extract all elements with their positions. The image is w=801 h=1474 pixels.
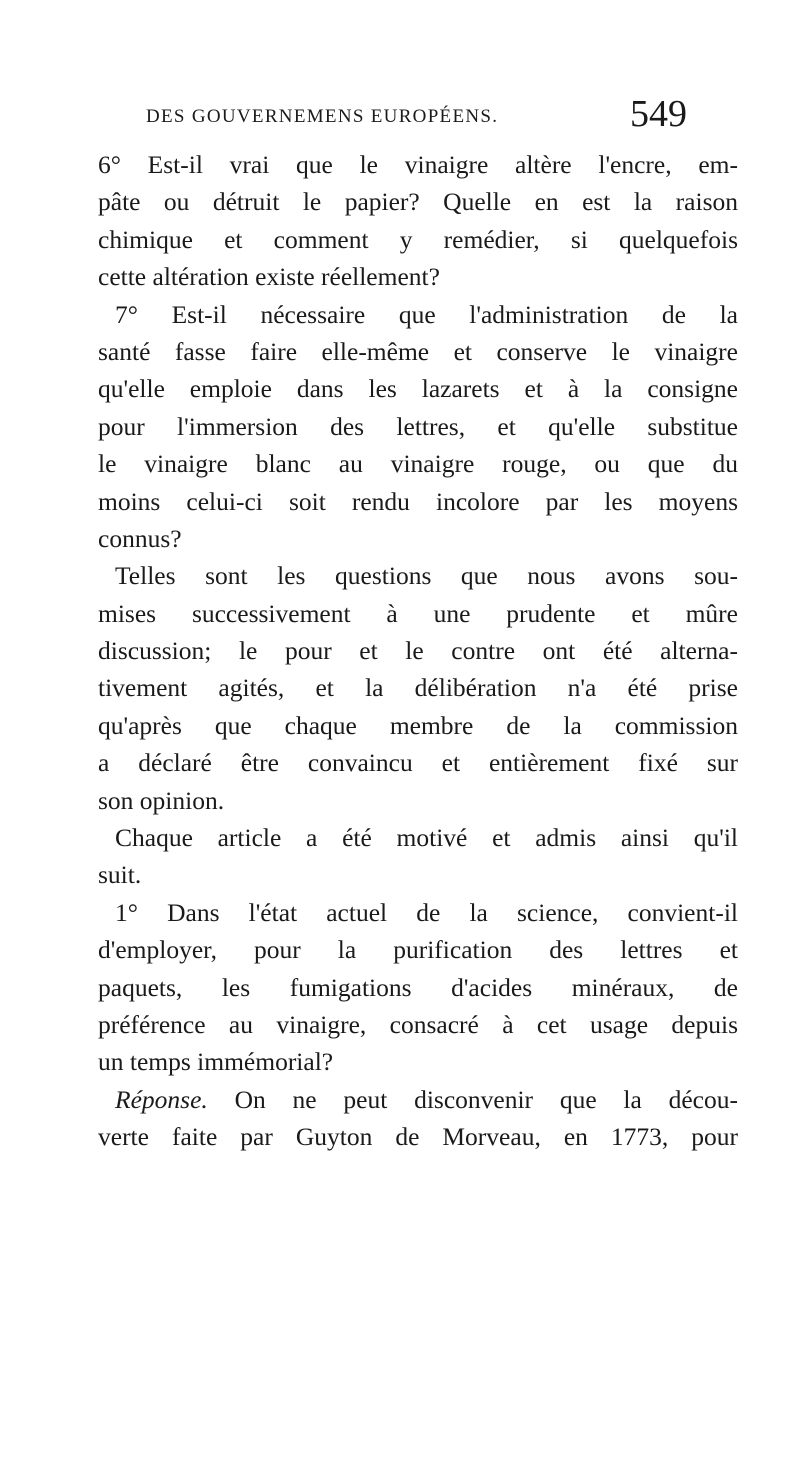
text-line: verte faite par Guyton de Morveau, en 1773, pour [98,1122,738,1152]
text-line: 6° Est-il vrai que le vinaigre altère l'encre, em- [98,150,738,179]
text-line: d'employer, pour la purification des lettres et [98,935,738,965]
running-head [0,93,801,140]
text-line: mises successivement à une prudente et mûre [98,598,738,628]
text-line: son opinion. [98,785,225,815]
running-title: DES GOUVERNEMENS EUROPÉENS. [146,106,499,127]
text-line: le vinaigre blanc au vinaigre rouge, ou que du [98,449,738,479]
text-line: Chaque article a été motivé et admis ainsi qu'il [115,823,738,853]
response-label: Réponse. [115,1084,208,1114]
body-text [98,146,738,1156]
text-line: un temps immémorial? [98,1047,334,1077]
text-line: moins celui-ci soit rendu incolore par les moyens [98,486,738,516]
text-line: qu'elle emploie dans les lazarets et à la consigne [98,374,738,404]
text-line: 1° Dans l'état actuel de la science, convient-il [115,897,738,927]
text-line: cette altération existe réellement? [98,262,440,292]
response-line [98,1081,738,1118]
text-line: 7° Est-il nécessaire que l'administration de la [115,299,738,329]
text-line: chimique et comment y remédier, si quelquefois [98,224,738,254]
text-line: Telles sont les questions que nous avons sou- [115,561,738,591]
text-line: discussion; le pour et le contre ont été alterna- [98,636,738,666]
text-line: paquets, les fumigations d'acides minéraux, de [98,972,738,1002]
page-number: 549 [630,93,687,135]
text-line: a déclaré être convaincu et entièrement fixé sur [98,748,738,778]
text-line: tivement agités, et la délibération n'a été prise [98,673,738,703]
text-line: santé fasse faire elle-même et conserve le vinaigre [98,336,738,366]
text-line: pâte ou détruit le papier? Quelle en est la raison [98,187,738,217]
text-line: pour l'immersion des lettres, et qu'elle substitue [98,411,738,441]
text-line: suit. [98,860,142,890]
text-line: préférence au vinaigre, consacré à cet usage depuis [98,1009,738,1039]
text-line: qu'après que chaque membre de la commission [98,710,738,740]
text-line: On ne peut disconvenir que la décou- [234,1084,738,1114]
text-line: connus? [98,523,182,553]
